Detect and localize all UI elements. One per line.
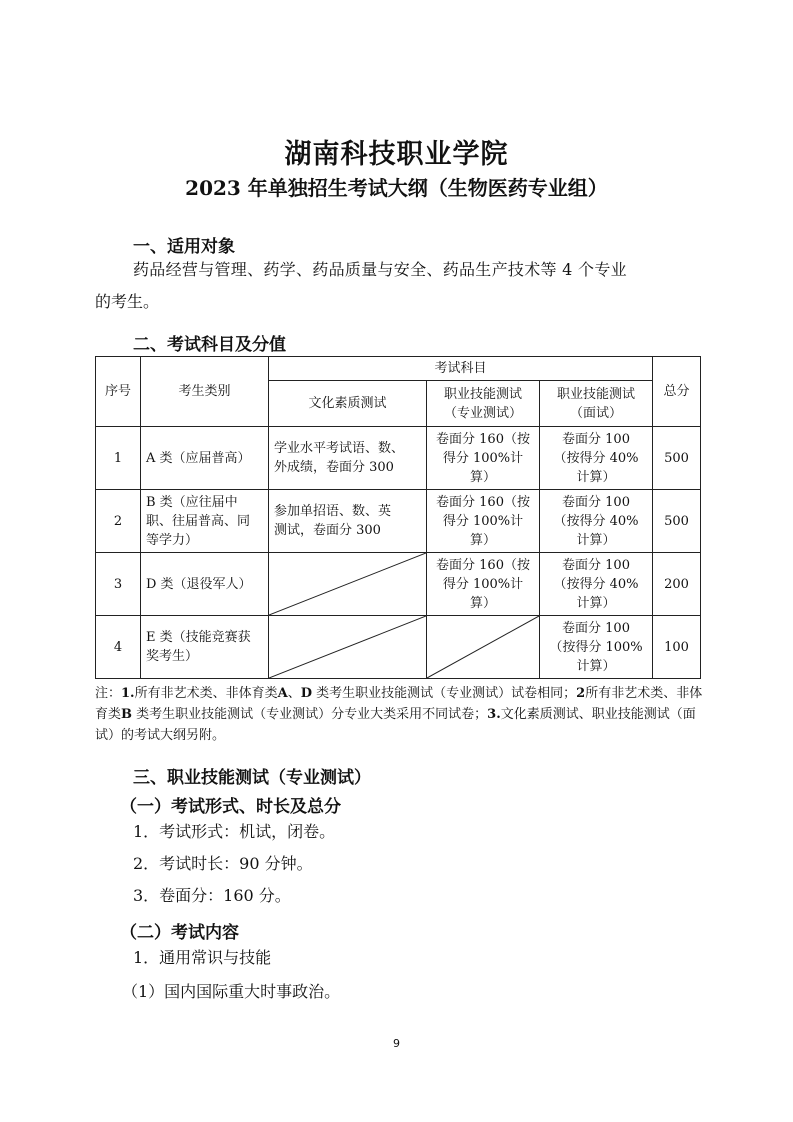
row4-seq: 4 [96,616,141,679]
row1-seq: 1 [96,427,141,490]
row4-skill-int-line3: 计算） [576,658,616,674]
row4-skill-int-line1: 卷面分 100 [562,620,630,636]
row1-skill-int [540,427,653,490]
row3-skill-pro-line1: 卷面分 160（按 [436,557,530,573]
row1-culture-line1: 学业水平考试语、数、 [274,441,405,456]
section3-item-4: 1．通用常识与技能 [133,948,272,967]
row3-culture-empty [269,553,427,616]
header-skill-int-line2: （面试） [570,405,623,421]
header-skill-pro-line2: （专业测试） [443,405,522,421]
section1-body-line1: 药品经营与管理、药学、药品质量与安全、药品生产技术等 4 个专业 [133,260,627,279]
row1-skill-int-line1: 卷面分 100 [562,431,630,447]
header-skill-int [540,381,653,427]
note-text: 文化素质测试、职业技能测试（面试）的考试大纲另附。 [95,707,696,743]
row2-skill-pro [427,490,540,553]
row4-category [141,616,269,679]
row1-skill-pro-line1: 卷面分 160（按 [436,431,530,447]
note-text: 类考生职业技能测试（专业测试）试卷相同； [312,686,577,701]
header-total: 总分 [653,357,701,427]
row3-skill-pro-line3: 算） [469,595,496,611]
note-text: 卷； [461,707,488,722]
section3-subheading-2: （二）考试内容 [120,923,239,943]
row3-total: 200 [653,553,701,616]
note-text: 、 [287,686,301,701]
header-seq: 序号 [96,357,141,427]
table-row [96,490,701,553]
diagonal-slash [427,616,539,678]
note-num-1: 1. [121,686,135,701]
row3-category-line1: D 类（退役军人） [146,576,252,592]
row2-culture-line1: 参加单招语、数、英 [274,504,392,519]
row4-category-line2: 奖考生） [146,649,199,664]
row1-skill-int-line2: （按得分 40% [553,450,639,466]
section3-item-1: 1．考试形式：机试，闭卷。 [133,822,336,841]
table-row [96,427,701,490]
header-skill-int-line1: 职业技能测试 [557,386,636,402]
note-prefix: 注： [95,686,122,701]
table-row [96,616,701,679]
section3-item-2: 2．考试时长：90 分钟。 [133,854,313,873]
header-culture: 文化素质测试 [269,381,427,427]
row2-seq: 2 [96,490,141,553]
note-num-3: 3. [487,707,501,722]
row1-skill-pro [427,427,540,490]
note-bold: D [300,686,312,701]
row1-total: 500 [653,427,701,490]
row1-culture [269,427,427,490]
section3-heading: 三、职业技能测试（专业测试） [133,768,371,788]
note-text: 类考生职业技能测试（专业测试）分专业大类采用不同试 [132,707,462,722]
row1-category [141,427,269,490]
diagonal-slash [269,553,426,615]
row2-skill-int-line3: 计算） [576,532,616,548]
note-bold: A [277,686,288,701]
row2-skill-int-line2: （按得分 40% [553,513,639,529]
row3-skill-pro [427,553,540,616]
header-skill-pro [427,381,540,427]
section1-body-line2: 的考生。 [95,292,160,311]
section3-item-3: 3．卷面分：160 分。 [133,886,291,905]
row4-skill-int [540,616,653,679]
note-bold: B [121,707,133,722]
row3-seq: 3 [96,553,141,616]
row1-category-line1: A 类（应届普高） [146,450,251,466]
diagonal-slash [269,616,426,678]
document-subtitle: 2023 年单独招生考试大纲（生物医药专业组） [185,176,608,200]
header-skill-pro-line1: 职业技能测试 [443,386,522,402]
row3-skill-int-line3: 计算） [576,595,616,611]
table-row [96,553,701,616]
note-num-2: 2 [576,686,586,701]
row2-culture [269,490,427,553]
row2-culture-line2: 测试，卷面分 300 [274,523,381,538]
header-subjects: 考试科目 [269,357,653,381]
row1-culture-line2: 外成绩，卷面分 300 [274,460,394,475]
table-footnote [95,683,705,746]
row1-skill-pro-line2: 得分 100%计 [442,450,524,466]
row4-skill-int-line2: （按得分 100% [549,639,643,655]
row2-skill-int-line1: 卷面分 100 [562,494,630,510]
row2-category-line3: 等学力） [146,532,199,548]
row1-skill-pro-line3: 算） [469,469,496,485]
note-text: 所有非艺术类、非体育类 [134,686,278,701]
row2-skill-pro-line3: 算） [469,532,496,548]
row3-skill-int-line2: （按得分 40% [553,576,639,592]
row3-skill-int-line1: 卷面分 100 [562,557,630,573]
section1-heading: 一、适用对象 [133,237,235,257]
row2-total: 500 [653,490,701,553]
section3-subheading-1: （一）考试形式、时长及总分 [120,797,341,817]
row4-skill-pro-empty [427,616,540,679]
row4-total: 100 [653,616,701,679]
section3-item-5: （1）国内国际重大时事政治。 [122,982,341,1001]
exam-subjects-table [95,356,701,679]
row3-skill-pro-line2: 得分 100%计 [442,576,524,592]
row4-culture-empty [269,616,427,679]
page-number: 9 [393,1037,400,1050]
row2-skill-pro-line1: 卷面分 160（按 [436,494,530,510]
row2-skill-pro-line2: 得分 100%计 [442,513,524,529]
row2-category-line2: 职、往届普高、同 [146,513,251,529]
row3-category [141,553,269,616]
section2-heading: 二、考试科目及分值 [133,335,286,355]
row2-category-line1: B 类（应往届中 [146,494,238,510]
table-header-row [96,357,701,381]
note-text: 所有非艺术类、非体育类 [95,686,703,722]
row2-skill-int [540,490,653,553]
row2-category [141,490,269,553]
header-category: 考生类别 [141,357,269,427]
document-title: 湖南科技职业学院 [284,139,509,170]
row4-category-line1: E 类（技能竞赛获 [146,630,251,645]
row3-skill-int [540,553,653,616]
row1-skill-int-line3: 计算） [576,469,616,485]
